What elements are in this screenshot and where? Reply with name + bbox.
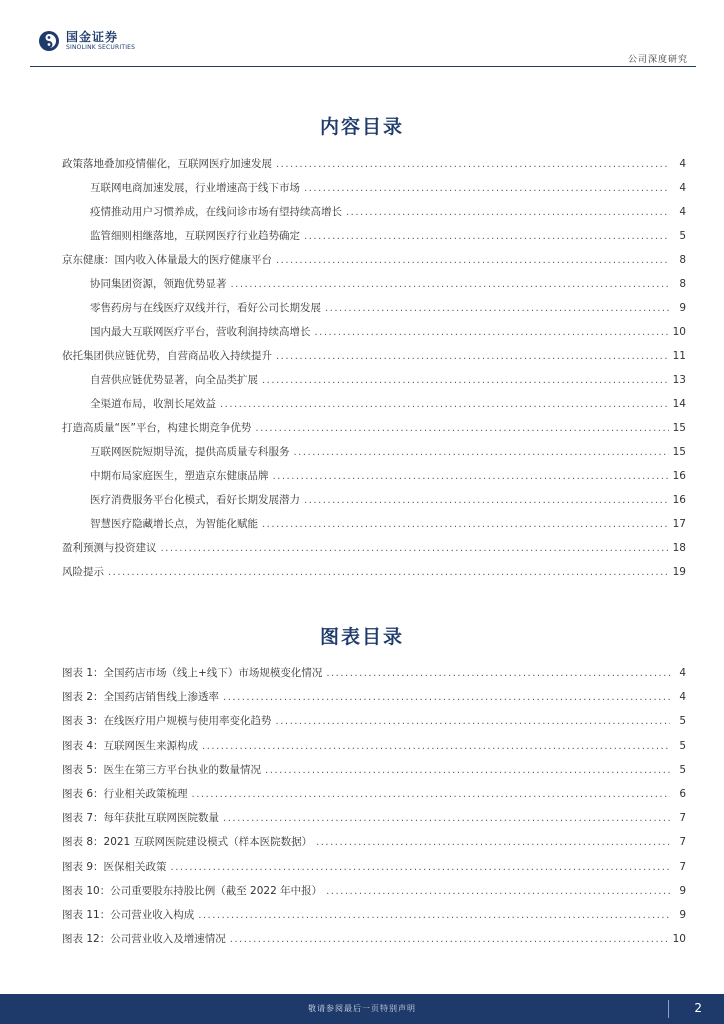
toc-entry-page: 16 [672,470,686,482]
toc-entry[interactable] [62,176,686,200]
dot-leader [262,369,669,393]
dot-leader [326,662,670,686]
toc-entry-title: 智慧医疗隐藏增长点，为智能化赋能 [90,518,258,530]
toc-entry-title: 监管细则相继落地，互联网医疗行业趋势确定 [90,230,300,242]
toc-entry-page: 4 [679,206,686,218]
figure-entry-title: 图表 1：全国药店市场（线上+线下）市场规模变化情况 [62,667,323,679]
toc-entry[interactable] [62,440,686,464]
toc-entry-page: 5 [679,230,686,242]
dot-leader [265,759,670,783]
disclaimer-note: 敬请参阅最后一页特别声明 [308,1004,416,1013]
toc-entry-page: 17 [672,518,686,530]
figure-entry-page: 9 [679,908,686,921]
figure-entry[interactable] [62,661,686,685]
toc-entry-page: 18 [672,542,686,554]
figure-entry-title: 图表 4：互联网医生来源构成 [62,739,199,752]
figure-entry-title: 图表 6：行业相关政策梳理 [62,787,188,800]
brand-name-en: SINOLINK SECURITIES [66,43,136,51]
dot-leader [276,345,669,369]
figure-entry-page: 10 [672,933,686,946]
figure-entry-title: 图表 5：医生在第三方平台执业的数量情况 [62,763,262,776]
dot-leader [171,856,670,880]
toc-entry[interactable] [62,536,686,560]
figure-entry[interactable] [62,709,686,733]
toc-entry[interactable] [62,512,686,536]
header-divider [30,66,696,67]
toc-entry[interactable] [62,344,686,368]
figure-entry[interactable] [62,758,686,782]
dot-leader [192,783,670,807]
toc-entry[interactable] [62,392,686,416]
figure-entry[interactable] [62,927,686,951]
contents-list [62,152,686,584]
toc-entry-title: 互联网医院短期导流，提供高质量专科服务 [90,446,290,458]
toc-entry[interactable] [62,248,686,272]
figure-entry-page: 6 [679,787,686,800]
figure-entry[interactable] [62,734,686,758]
dot-leader [202,735,670,759]
figure-entry-page: 9 [679,884,686,897]
toc-entry-page: 8 [679,254,686,266]
figure-entry-title: 图表 12：公司营业收入及增速情况 [62,933,226,946]
figure-entry-page: 7 [679,836,686,849]
dot-leader [108,561,669,585]
figures-title: 图表目录 [319,626,404,648]
sinolink-logo-icon [38,30,60,52]
toc-entry-page: 14 [672,398,686,410]
toc-entry-title: 盈利预测与投资建议 [62,542,157,554]
brand-logo [38,30,135,52]
toc-entry[interactable] [62,224,686,248]
toc-entry[interactable] [62,368,686,392]
contents-title: 内容目录 [319,116,404,138]
toc-entry-page: 15 [672,422,686,434]
toc-entry-page: 13 [672,374,686,386]
dot-leader [326,880,670,904]
figure-entry-title: 图表 11：公司营业收入构成 [62,908,195,921]
dot-leader [304,225,670,249]
figure-entry[interactable] [62,855,686,879]
toc-entry-title: 自营供应链优势显著，向全品类扩展 [90,374,258,386]
toc-entry-title: 零售药房与在线医疗双线并行，看好公司长期发展 [90,302,321,314]
page-number: 2 [694,1001,702,1015]
toc-entry[interactable] [62,320,686,344]
figure-entry-title: 图表 8：2021 互联网医院建设模式（样本医院数据） [62,836,313,849]
dot-leader [276,249,670,273]
figure-entry[interactable] [62,903,686,927]
dot-leader [276,153,670,177]
toc-entry-page: 10 [672,326,686,338]
dot-leader [315,321,669,345]
dot-leader [262,513,669,537]
figure-entry-title: 图表 9：医保相关政策 [62,860,167,873]
toc-entry[interactable] [62,488,686,512]
figure-entry-page: 5 [679,739,686,752]
dot-leader [273,465,669,489]
toc-entry-title: 协同集团资源，领跑优势显著 [90,278,227,290]
dot-leader [198,904,670,928]
figure-entry-page: 4 [679,691,686,704]
toc-entry[interactable] [62,464,686,488]
toc-entry-page: 8 [679,278,686,290]
figure-entry-page: 5 [679,715,686,728]
toc-entry-title: 风险提示 [62,566,104,578]
toc-entry[interactable] [62,200,686,224]
figure-entry-page: 4 [679,667,686,679]
toc-entry-page: 15 [672,446,686,458]
figure-entry-page: 7 [679,860,686,873]
dot-leader [161,537,669,561]
dot-leader [231,273,671,297]
toc-entry-title: 医疗消费服务平台化模式，看好长期发展潜力 [90,494,300,506]
figure-entry[interactable] [62,782,686,806]
toc-entry[interactable] [62,416,686,440]
figures-list [62,661,686,951]
toc-entry-page: 19 [672,566,686,578]
dot-leader [316,831,670,855]
figure-entry-title: 图表 10：公司重要股东持股比例（截至 2022 年中报） [62,884,323,897]
toc-entry-page: 4 [679,182,686,194]
dot-leader [294,441,669,465]
figure-entry[interactable] [62,806,686,830]
toc-entry[interactable] [62,152,686,176]
report-type-label: 公司深度研究 [627,55,688,65]
figure-entry-page: 7 [679,812,686,825]
toc-entry[interactable] [62,560,686,584]
toc-entry[interactable] [62,272,686,296]
toc-entry-title: 打造高质量“医”平台，构建长期竞争优势 [62,422,252,434]
dot-leader [220,393,669,417]
toc-entry-page: 11 [672,350,686,362]
figure-entry[interactable] [62,879,686,903]
toc-entry-title: 国内最大互联网医疗平台，营收利润持续高增长 [90,326,311,338]
dot-leader [223,807,670,831]
figure-entry-title: 图表 7：每年获批互联网医院数量 [62,812,220,825]
toc-entry-page: 9 [679,302,686,314]
dot-leader [304,177,670,201]
toc-entry-page: 4 [679,158,686,170]
dot-leader [223,686,670,710]
dot-leader [325,297,670,321]
dot-leader [304,489,669,513]
figure-entry[interactable] [62,685,686,709]
toc-entry-title: 中期布局家庭医生，塑造京东健康品牌 [90,470,269,482]
figure-entry-title: 图表 3：在线医疗用户规模与使用率变化趋势 [62,715,272,728]
toc-entry-title: 全渠道布局，收割长尾效益 [90,398,216,410]
toc-entry-title: 政策落地叠加疫情催化，互联网医疗加速发展 [62,158,272,170]
toc-entry-title: 依托集团供应链优势，自营商品收入持续提升 [62,350,272,362]
toc-entry[interactable] [62,296,686,320]
toc-entry-title: 互联网电商加速发展，行业增速高于线下市场 [90,182,300,194]
footer-divider [668,1000,669,1018]
dot-leader [346,201,670,225]
figure-entry-title: 图表 2：全国药店销售线上渗透率 [62,691,220,704]
dot-leader [255,417,668,441]
figure-entry-page: 5 [679,763,686,776]
dot-leader [230,928,669,952]
figure-entry[interactable] [62,830,686,854]
page-header [0,0,724,70]
toc-entry-title: 京东健康：国内收入体量最大的医疗健康平台 [62,254,272,266]
toc-entry-title: 疫情推动用户习惯养成，在线问诊市场有望持续高增长 [90,206,342,218]
page-footer [0,994,724,1024]
dot-leader [276,710,670,734]
brand-name-cn: 国金证券 [66,29,119,44]
toc-entry-page: 16 [672,494,686,506]
